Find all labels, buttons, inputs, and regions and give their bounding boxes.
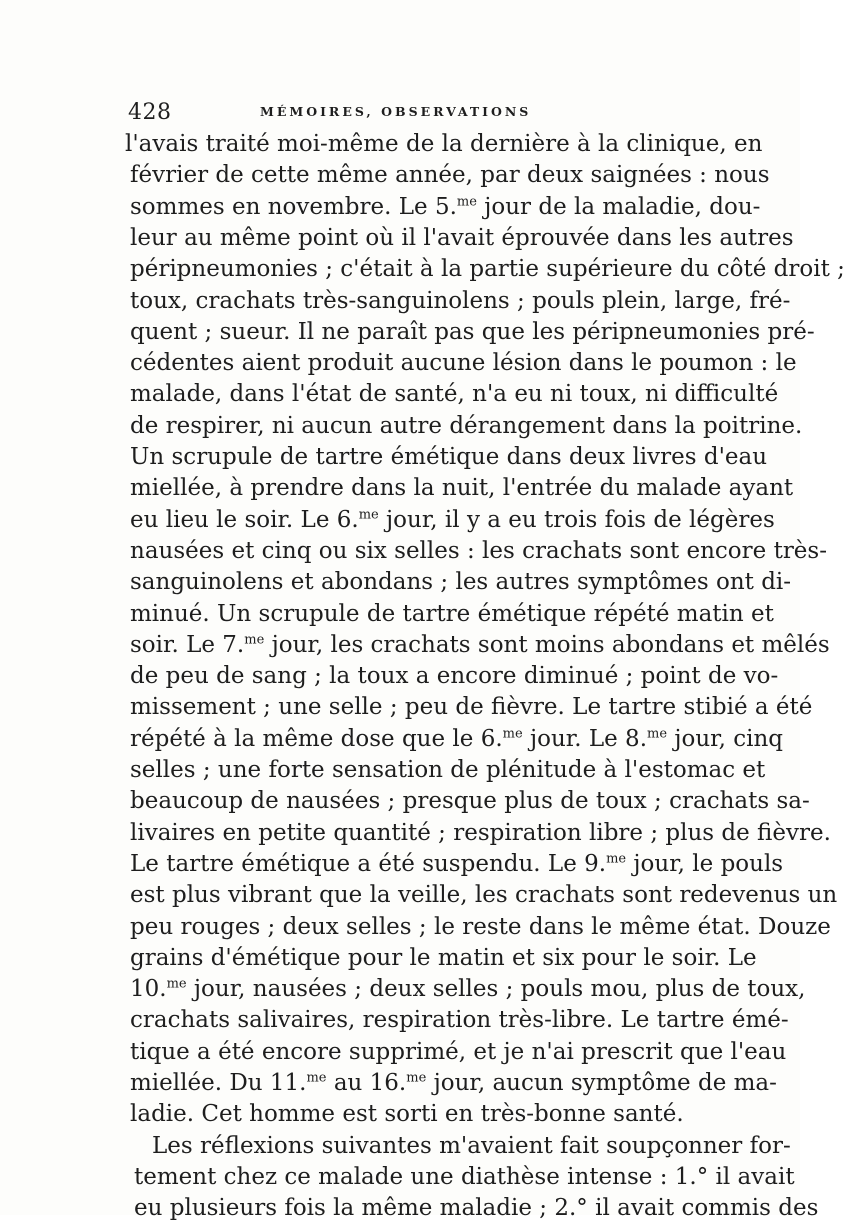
text-line: 10.$^{me}$ jour, nausées ; deux selles ; pouls mou, plus de toux, (130, 976, 806, 1003)
text-line: est plus vibrant que la veille, les crachats sont redevenus un (130, 882, 838, 909)
text-line: péripneumonies ; c'était à la partie supérieure du côté droit ; (130, 256, 845, 283)
text-line: sommes en novembre. Le 5.$^{me}$ jour de la maladie, dou- (130, 193, 761, 220)
text-line: quent ; sueur. Il ne paraît pas que les péripneumonies pré- (130, 318, 815, 345)
text-line: ladie. Cet homme est sorti en très-bonne santé. (130, 1101, 684, 1128)
text-line: tique a été encore supprimé, et je n'ai prescrit que l'eau (130, 1038, 787, 1065)
page-number: 428 (128, 100, 172, 125)
text-line: eu lieu le soir. Le 6.$^{me}$ jour, il y a eu trois fois de légères (130, 506, 775, 533)
text-line: Un scrupule de tartre émétique dans deux livres d'eau (130, 444, 768, 470)
text-line: tement chez ce malade une diathèse intense : 1.° il avait (134, 1163, 795, 1190)
text-line: leur au même point où il l'avait éprouvée dans les autres (130, 224, 794, 251)
text-line: de respirer, ni aucun autre dérangement dans la poitrine. (130, 412, 803, 439)
text-line: de peu de sang ; la toux a encore diminué ; point de vo- (130, 663, 779, 690)
text-line: miellée. Du 11.$^{me}$ au 16.$^{me}$ jour, aucun symptôme de ma- (130, 1070, 777, 1096)
text-line: livaires en petite quantité ; respiration libre ; plus de fièvre. (130, 819, 831, 846)
text-line: cédentes aient produit aucune lésion dans le poumon : le (130, 350, 797, 377)
text-line: crachats salivaires, respiration très-libre. Le tartre émé- (130, 1007, 789, 1034)
text-line: beaucoup de nausées ; presque plus de toux ; crachats sa- (130, 788, 810, 815)
text-line: miellée, à prendre dans la nuit, l'entrée du malade ayant (130, 475, 794, 502)
running-head (128, 100, 688, 126)
text-line: l'avais traité moi-même de la dernière à la clinique, en (125, 131, 763, 157)
text-line: répété à la même dose que le 6.$^{me}$ jour. Le 8.$^{me}$ jour, cinq (130, 725, 784, 752)
text-line: selles ; une forte sensation de plénitude à l'estomac et (130, 757, 766, 783)
text-line: nausées et cinq ou six selles : les crachats sont encore très- (130, 537, 827, 564)
text-line: malade, dans l'état de santé, n'a eu ni toux, ni difficulté (130, 381, 779, 408)
text-line: grains d'émétique pour le matin et six pour le soir. Le (130, 944, 757, 971)
text-line: peu rouges ; deux selles ; le reste dans le même état. Douze (130, 913, 831, 940)
text-line: eu plusieurs fois la même maladie ; 2.° il avait commis des (134, 1195, 819, 1222)
text-line: sanguinolens et abondans ; les autres symptômes ont di- (130, 569, 792, 596)
text-line: soir. Le 7.$^{me}$ jour, les crachats sont moins abondans et mêlés (130, 631, 830, 658)
running-title: MÉMOIRES, OBSERVATIONS (260, 104, 532, 119)
text-line: Le tartre émétique a été suspendu. Le 9.$^{me}$ jour, le pouls (130, 850, 784, 877)
text-line: minué. Un scrupule de tartre émétique répété matin et (130, 600, 774, 627)
text-line: février de cette même année, par deux saignées : nous (130, 162, 770, 189)
text-line: missement ; une selle ; peu de fièvre. Le tartre stibié a été (130, 694, 813, 721)
text-line: toux, crachats très-sanguinolens ; pouls plein, large, fré- (130, 287, 791, 314)
text-line: Les réflexions suivantes m'avaient fait soupçonner for- (152, 1132, 791, 1159)
